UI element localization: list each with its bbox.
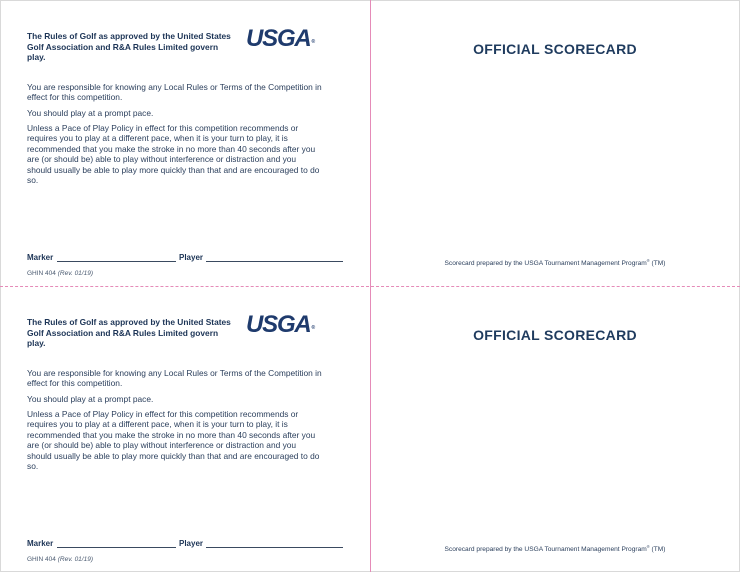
prompt-pace-paragraph: You should play at a prompt pace. (27, 394, 154, 404)
usga-logo (246, 25, 314, 53)
prepared-suffix: (TM) (651, 260, 666, 268)
form-number (27, 556, 93, 563)
registered-mark: ® (311, 39, 316, 45)
registered-mark: ® (311, 325, 316, 331)
marker-label: Marker (27, 539, 54, 548)
player-signature-line (206, 547, 343, 548)
marker-signature-line (57, 261, 176, 262)
prompt-pace-paragraph: You should play at a prompt pace. (27, 108, 154, 118)
rules-statement: The Rules of Golf as approved by the United States Golf Association and R&A Rules Limited govern play. (27, 31, 231, 62)
prepared-mark: ® (646, 544, 650, 549)
form-id: GHIN 404 (27, 270, 56, 277)
prepared-by-note (370, 544, 740, 553)
official-scorecard-title: OFFICIAL SCORECARD (473, 41, 637, 57)
local-rules-paragraph: You are responsible for knowing any Local Rules or Terms of the Competition in effect for this competition. (27, 82, 322, 103)
official-scorecard-title: OFFICIAL SCORECARD (473, 327, 637, 343)
player-signature-line (206, 261, 343, 262)
rules-statement: The Rules of Golf as approved by the United States Golf Association and R&A Rules Limited govern play. (27, 317, 231, 348)
prepared-text: Scorecard prepared by the USGA Tournament Management Program (444, 546, 647, 554)
local-rules-paragraph: You are responsible for knowing any Local Rules or Terms of the Competition in effect for this competition. (27, 368, 322, 389)
marker-signature-line (57, 547, 176, 548)
player-label: Player (179, 539, 204, 548)
revision-date: (Rev. 01/19) (57, 556, 94, 563)
marker-label: Marker (27, 253, 54, 262)
logo-text: USGA (246, 25, 311, 52)
prepared-by-note (370, 258, 740, 267)
player-label: Player (179, 253, 204, 262)
usga-logo (246, 311, 314, 339)
pace-of-play-paragraph: Unless a Pace of Play Policy in effect for this competition recommends or requires you to play at a different pace, when it is your turn to play, it is recommended that you make the stroke in no more than 40 seconds after you are (or should be) able to play without interference or distraction and you should usually be able to play more quickly than that and are encouraged to do so. (27, 409, 320, 472)
logo-text: USGA (246, 311, 311, 338)
pace-of-play-paragraph: Unless a Pace of Play Policy in effect for this competition recommends or requires you to play at a different pace, when it is your turn to play, it is recommended that you make the stroke in no more than 40 seconds after you are (or should be) able to play without interference or distraction and you should usually be able to play more quickly than that and are encouraged to do so. (27, 123, 320, 186)
revision-date: (Rev. 01/19) (57, 270, 94, 277)
prepared-mark: ® (646, 258, 650, 263)
form-number (27, 270, 93, 277)
form-id: GHIN 404 (27, 556, 56, 563)
prepared-text: Scorecard prepared by the USGA Tournament Management Program (444, 260, 647, 268)
scorecard-bottom (0, 286, 740, 572)
prepared-suffix: (TM) (651, 546, 666, 554)
